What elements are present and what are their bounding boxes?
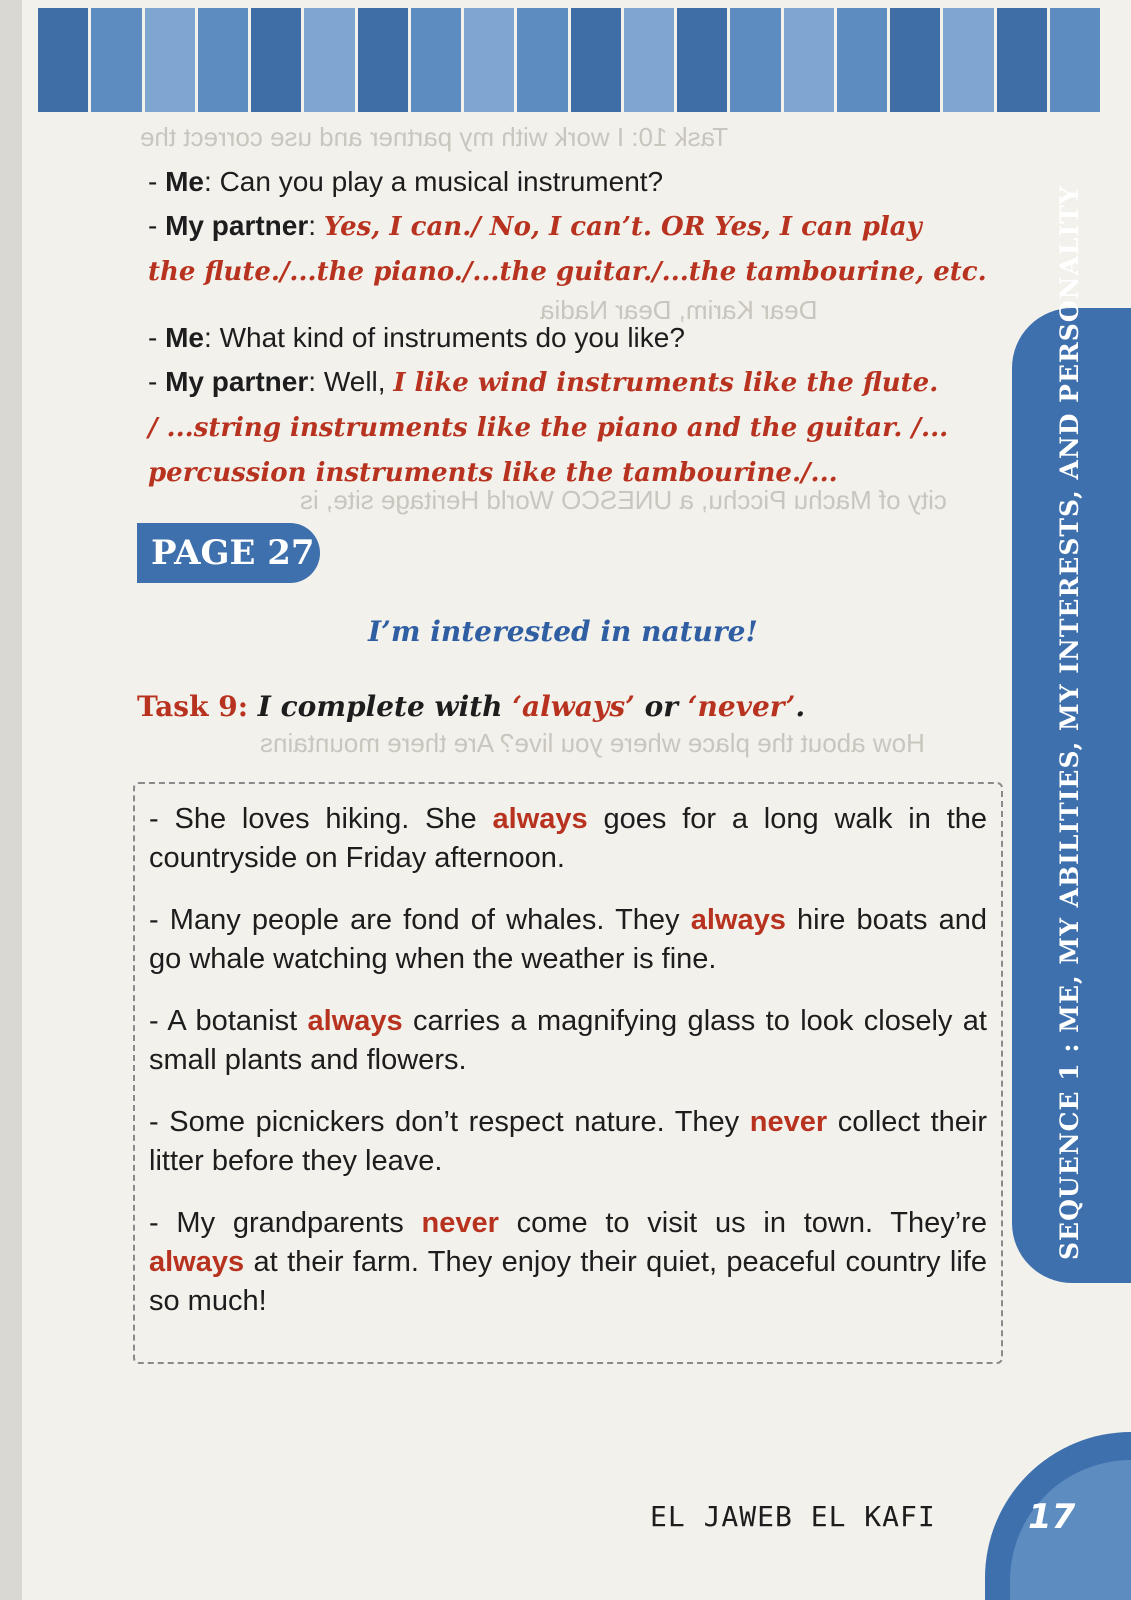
- book-title-footer: EL JAWEB EL KAFI: [650, 1500, 936, 1533]
- dialogue-line: [148, 249, 998, 294]
- sentence-text: - Many people are fond of whales. They: [149, 904, 691, 936]
- dialogue-line: - My partner: Yes, I can./ No, I can’t. OR Yes, I can play: [148, 210, 922, 242]
- dialogue-text: : Well,: [308, 366, 394, 397]
- answer-word: always: [149, 1246, 245, 1278]
- dialogue-text: :: [308, 210, 324, 241]
- sentence-text: - My grandparents: [149, 1207, 422, 1239]
- dialogue-line: - My partner: Well, I like wind instruments like the flute.: [148, 366, 939, 398]
- bleed-through-text: Task 10: I work with my partner and use correct the: [140, 122, 729, 152]
- exercise-sentence: [149, 1103, 987, 1181]
- bleed-through-text: city of Machu Picchu, a UNESCO World Heritage site, is: [300, 485, 947, 515]
- task-number: Task 9:: [137, 690, 249, 723]
- answer-word: always: [492, 803, 588, 835]
- answer-text: / ...string instruments like the piano and the guitar. /...: [148, 413, 949, 443]
- answer-word: never: [749, 1106, 828, 1138]
- sentence-text: come to visit us in town. They’re: [498, 1207, 987, 1239]
- dialogue-line: - Me: Can you play a musical instrument?: [148, 166, 664, 197]
- answer-word: never: [421, 1207, 499, 1239]
- answer-text: percussion instruments like the tambourine./...: [148, 458, 838, 488]
- sentence-text: hire boats and go whale watching when the weather is fine.: [149, 904, 988, 975]
- task-instruction: or: [634, 690, 688, 723]
- exercise-sentence: [149, 1204, 987, 1321]
- dialogue-text: : What kind of instruments do you like?: [204, 322, 685, 353]
- exercise-sentence: [149, 901, 987, 979]
- task-heading: [137, 690, 805, 723]
- exercise-sentence: [149, 1002, 987, 1080]
- dialogue-section: [148, 160, 998, 495]
- top-decorative-band: [38, 8, 1100, 112]
- dialogue-line: [148, 450, 998, 495]
- answer-word: always: [307, 1005, 403, 1037]
- exercise-sentence: [149, 800, 987, 878]
- sentence-text: - A botanist: [149, 1005, 308, 1037]
- dialogue-text: : Can you play a musical instrument?: [204, 166, 664, 197]
- section-headline: I’m interested in nature!: [368, 615, 758, 648]
- sequence-title: SEQUENCE 1 : ME, MY ABILITIES, MY INTERESTS, AND PERSONALITY: [1055, 185, 1084, 1260]
- dialogue-line: [148, 405, 998, 450]
- speaker-label: My partner: [165, 210, 309, 241]
- exercise-box: [133, 782, 1003, 1364]
- task-keyword: ‘never’: [687, 690, 796, 723]
- answer-text: I like wind instruments like the flute.: [393, 368, 939, 398]
- speaker-label: My partner: [165, 366, 309, 397]
- page-number: 17: [1028, 1497, 1076, 1537]
- answer-word: always: [690, 904, 786, 936]
- answer-text: Yes, I can./ No, I can’t. OR Yes, I can play: [323, 212, 922, 242]
- task-instruction: .: [795, 690, 806, 723]
- bleed-through-text: Dear Karim, Dear Nadia: [540, 295, 818, 325]
- sentence-text: goes for a long walk in the countryside on Friday afternoon.: [149, 803, 988, 874]
- sentence-text: at their farm. They enjoy their quiet, peaceful country life so much!: [149, 1246, 987, 1317]
- page-badge: PAGE 27: [137, 523, 320, 583]
- speaker-label: Me: [165, 166, 205, 197]
- sentence-text: carries a magnifying glass to look closely at small plants and flowers.: [149, 1005, 987, 1076]
- task-instruction: I complete with: [248, 690, 513, 723]
- bleed-through-text: How about the place where you live? Are there mountains: [260, 728, 925, 758]
- answer-text: the flute./...the piano./...the guitar./...the tambourine, etc.: [148, 257, 987, 287]
- sentence-text: - Some picnickers don’t respect nature. They: [149, 1106, 750, 1138]
- task-keyword: ‘always’: [512, 690, 635, 723]
- dialogue-line: - Me: What kind of instruments do you like?: [148, 322, 685, 353]
- sentence-text: collect their litter before they leave.: [149, 1106, 987, 1177]
- speaker-label: Me: [165, 322, 205, 353]
- sentence-text: - She loves hiking. She: [149, 803, 493, 835]
